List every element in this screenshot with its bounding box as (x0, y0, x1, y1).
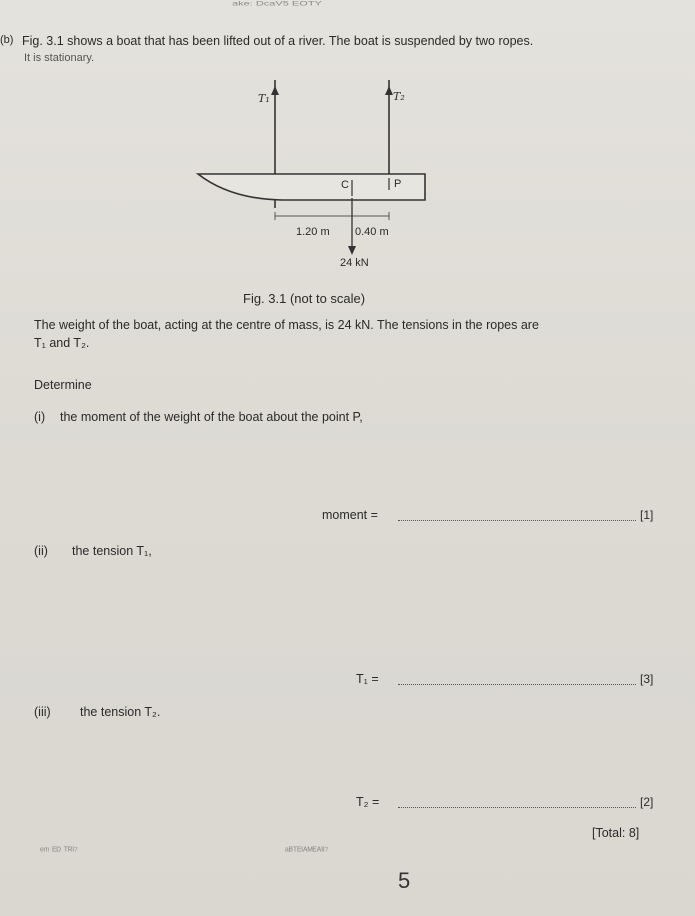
point-p-label: P (394, 178, 402, 190)
part-ii-answer-label: T₁ = (356, 672, 379, 686)
boat-hull (198, 174, 425, 200)
part-i-text: the moment of the weight of the boat about the point P, (60, 410, 363, 424)
part-i-mark: [1] (640, 508, 654, 522)
total-marks: [Total: 8] (592, 826, 640, 840)
footer-left: ᵉᵐ ᴱᴰ ᵀᴿᴵ⁷ (40, 846, 78, 857)
body-line-2: T₁ and T₂. (34, 336, 90, 350)
part-i-num: (i) (34, 410, 46, 424)
part-iii-mark: [2] (640, 795, 654, 809)
part-ii-num: (ii) (34, 544, 48, 558)
question-intro-2: It is stationary. (24, 52, 95, 64)
distance-2-label: 0.40 m (355, 226, 389, 238)
rope-2-arrow-head (385, 86, 393, 95)
rope-2-label: T₂ (393, 90, 405, 103)
header-fragment: ake: DcaV5 EOTY (232, 0, 322, 8)
weight-label: 24 kN (340, 257, 369, 269)
part-i-answer-label: moment = (322, 508, 378, 522)
page-number: 5 (398, 868, 411, 893)
body-line-1: The weight of the boat, acting at the centre of mass, is 24 kN. The tensions in the ropes are (34, 318, 539, 332)
part-ii-text: the tension T₁, (72, 544, 152, 558)
part-iii-text: the tension T₂. (80, 705, 161, 719)
part-i-answer-line[interactable] (398, 520, 636, 521)
part-ii-mark: [3] (640, 672, 654, 686)
rope-1-arrow-head (271, 86, 279, 95)
rope-1-label: T₁ (258, 92, 270, 105)
footer-center: ᵃᴮᵀᴱᴵᴬᴹᴱᴬᴵᴵ⁷ (285, 846, 329, 857)
distance-1-label: 1.20 m (296, 226, 330, 238)
part-iii-num: (iii) (34, 705, 51, 719)
figure-caption: Fig. 3.1 (not to scale) (243, 291, 366, 306)
part-ii-answer-line[interactable] (398, 684, 636, 685)
centre-label: C (341, 179, 349, 191)
part-iii-answer-line[interactable] (398, 807, 636, 808)
part-label: (b) (0, 34, 14, 46)
weight-arrow-head (348, 246, 356, 255)
question-intro: Fig. 3.1 shows a boat that has been lifted out of a river. The boat is suspended by two ropes. (22, 34, 534, 48)
determine-label: Determine (34, 378, 92, 392)
part-iii-answer-label: T₂ = (356, 795, 380, 809)
